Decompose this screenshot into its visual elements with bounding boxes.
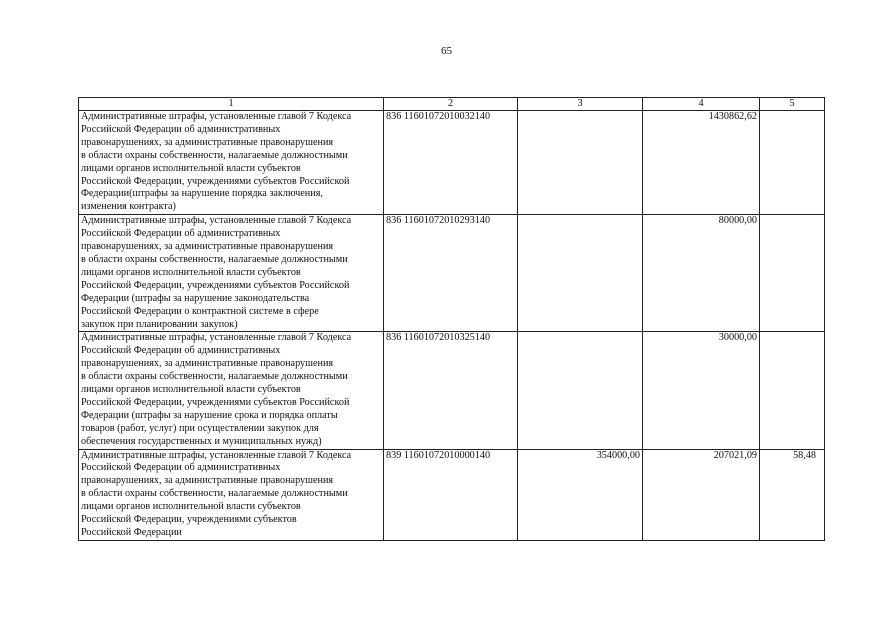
col4-value: 80000,00 xyxy=(643,215,760,332)
description-line: Российской Федерации о контрактной системе в сфере xyxy=(81,305,319,317)
description-line: Российской Федерации об административных xyxy=(81,462,281,474)
budget-code: 836 11601072010032140 xyxy=(384,111,518,215)
header-col-1: 1 xyxy=(79,98,384,111)
col4-value: 30000,00 xyxy=(643,332,760,449)
col5-value xyxy=(760,332,825,449)
page-number: 65 xyxy=(441,45,452,57)
col5-value xyxy=(760,111,825,215)
col4-value: 1430862,62 xyxy=(643,111,760,215)
description-line: в области охраны собственности, налагаемые должностными xyxy=(81,149,348,161)
row-description xyxy=(79,332,384,449)
description-line: Российской Федерации об административных xyxy=(81,123,281,135)
description-line: правонарушениях, за административные правонарушения xyxy=(81,475,334,487)
row-description xyxy=(79,111,384,215)
col4-value: 207021,09 xyxy=(643,449,760,540)
description-line: в области охраны собственности, налагаемые должностными xyxy=(81,488,348,500)
budget-code: 836 11601072010325140 xyxy=(384,332,518,449)
description-line: Российской Федерации, учреждениями субъектов Российской xyxy=(81,396,350,408)
description-line: в области охраны собственности, налагаемые должностными xyxy=(81,253,348,265)
description-line: в области охраны собственности, налагаемые должностными xyxy=(81,371,348,383)
col5-value: 58,48 xyxy=(760,449,825,540)
description-line: Российской Федерации, учреждениями субъектов Российской xyxy=(81,279,350,291)
description-line: правонарушениях, за административные правонарушения xyxy=(81,241,334,253)
budget-code: 836 11601072010293140 xyxy=(384,215,518,332)
description-line: правонарушениях, за административные правонарушения xyxy=(81,136,334,148)
description-line: товаров (работ, услуг) при осуществлении закупок для xyxy=(81,422,319,434)
row-description xyxy=(79,449,384,540)
description-line: правонарушениях, за административные правонарушения xyxy=(81,358,334,370)
header-col-5: 5 xyxy=(760,98,825,111)
description-line: Административные штрафы, установленные главой 7 Кодекса xyxy=(81,111,352,122)
description-line: лицами органов исполнительной власти субъектов xyxy=(81,266,301,278)
budget-code: 839 11601072010000140 xyxy=(384,449,518,540)
col3-value xyxy=(518,111,643,215)
col3-value xyxy=(518,215,643,332)
description-line: Российской Федерации, учреждениями субъектов Российской xyxy=(81,175,350,187)
header-col-4: 4 xyxy=(643,98,760,111)
description-line: Федерации (штрафы за нарушение срока и порядка оплаты xyxy=(81,409,338,421)
table-row xyxy=(79,215,825,332)
description-line: лицами органов исполнительной власти субъектов xyxy=(81,162,301,174)
description-line: Российской Федерации, учреждениями субъектов xyxy=(81,514,297,526)
description-line: обеспечения государственных и муниципальных нужд) xyxy=(81,435,322,447)
header-row xyxy=(79,98,825,111)
col3-value: 354000,00 xyxy=(518,449,643,540)
description-line: Административные штрафы, установленные главой 7 Кодекса xyxy=(81,449,352,461)
col3-value xyxy=(518,332,643,449)
description-line: Российской Федерации об административных xyxy=(81,228,281,240)
table-row xyxy=(79,111,825,215)
table-row xyxy=(79,449,825,540)
header-col-3: 3 xyxy=(518,98,643,111)
description-line: Административные штрафы, установленные главой 7 Кодекса xyxy=(81,332,352,344)
description-line: изменения контракта) xyxy=(81,201,176,213)
table-row xyxy=(79,332,825,449)
description-line: закупок при планировании закупок) xyxy=(81,318,238,330)
description-line: Федерации(штрафы за нарушение порядка заключения, xyxy=(81,188,323,200)
description-line: лицами органов исполнительной власти субъектов xyxy=(81,384,301,396)
header-col-2: 2 xyxy=(384,98,518,111)
description-line: Российской Федерации xyxy=(81,527,182,538)
col5-value xyxy=(760,215,825,332)
description-line: Административные штрафы, установленные главой 7 Кодекса xyxy=(81,215,352,227)
description-line: лицами органов исполнительной власти субъектов xyxy=(81,501,301,513)
revenue-table xyxy=(78,97,825,541)
description-line: Федерации (штрафы за нарушение законодательства xyxy=(81,292,310,304)
description-line: Российской Федерации об административных xyxy=(81,345,281,357)
row-description xyxy=(79,215,384,332)
